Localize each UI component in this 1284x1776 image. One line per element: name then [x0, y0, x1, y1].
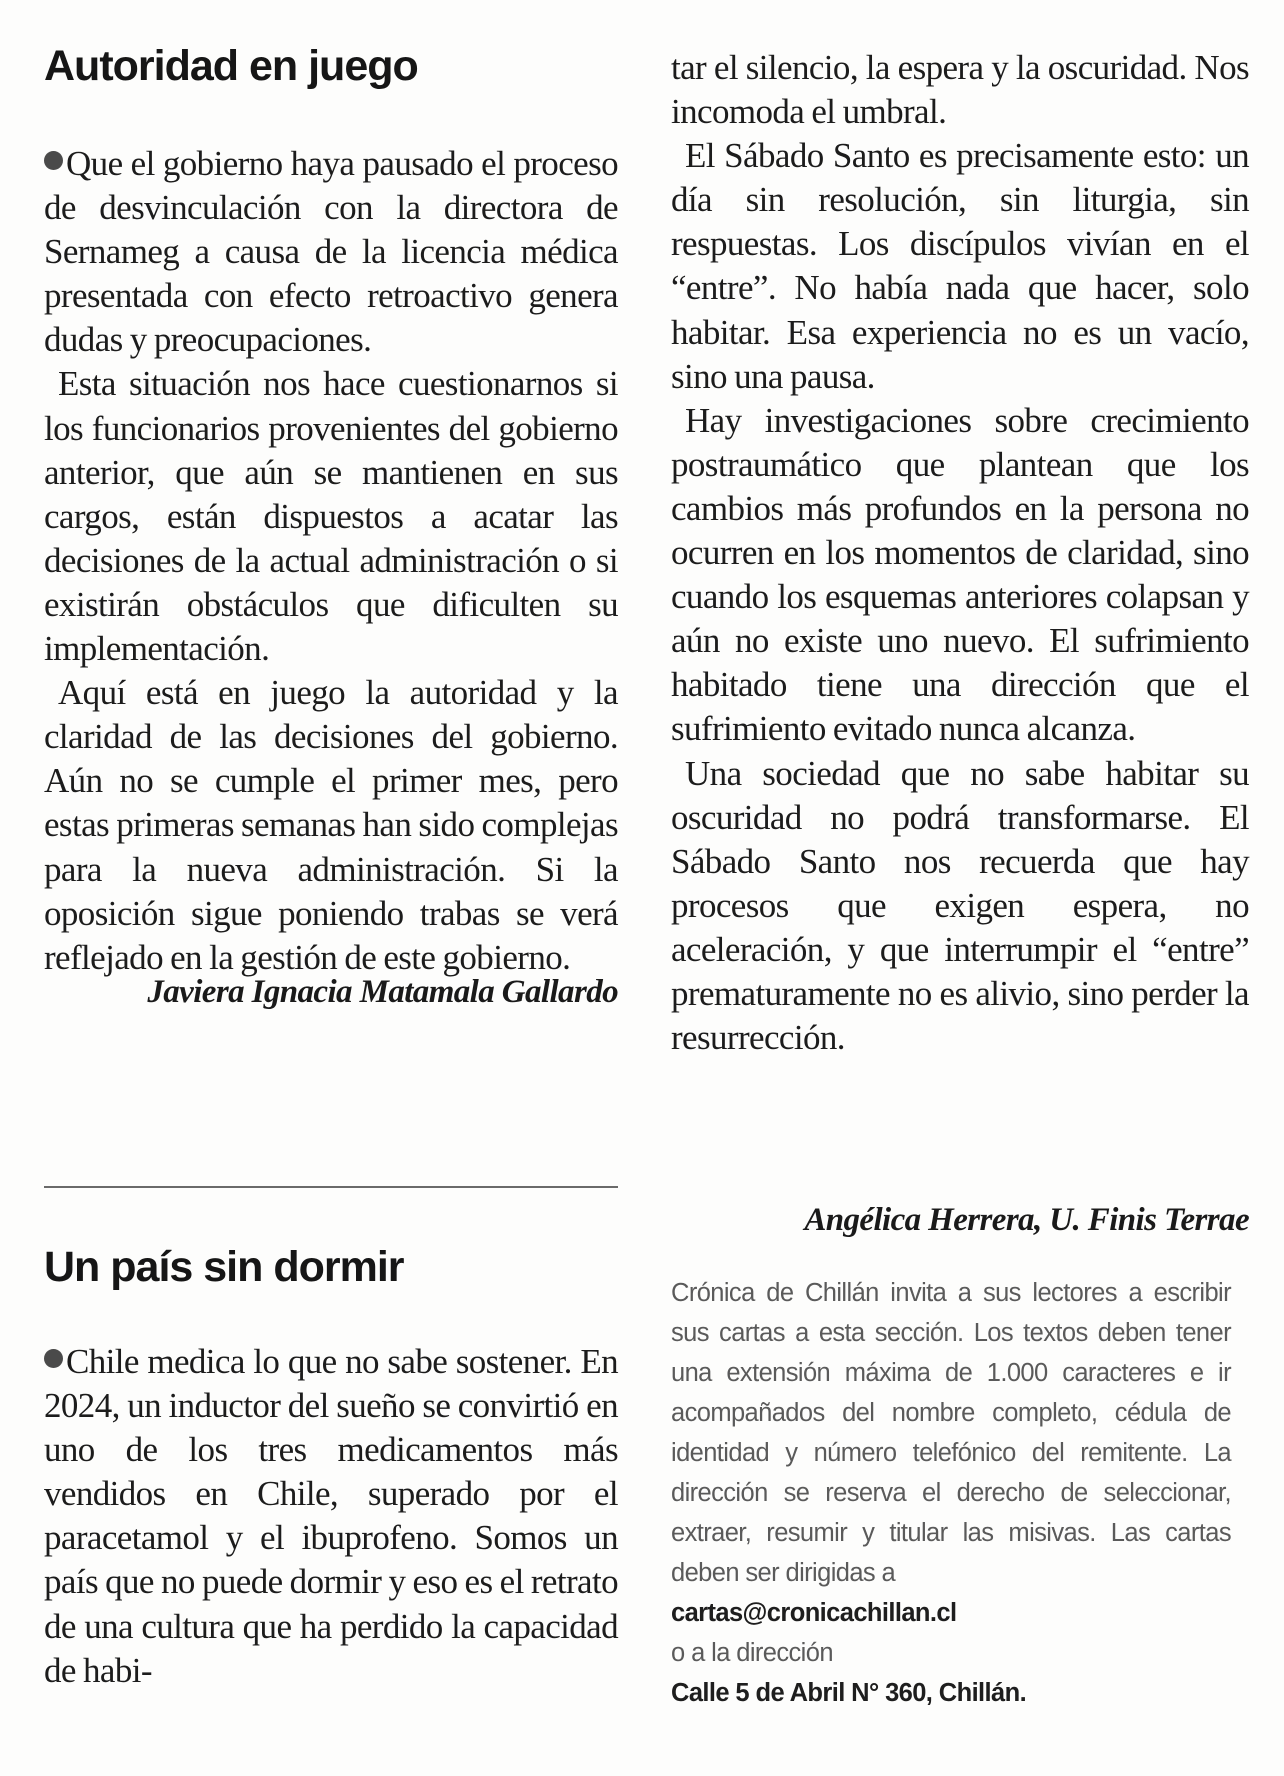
address-intro: o a la dirección: [671, 1639, 833, 1667]
postal-address: Calle 5 de Abril N° 360, Chillán.: [671, 1679, 1027, 1707]
letter2-title: Un país sin dormir: [44, 1243, 404, 1291]
letter2-paragraph: Hay investigaciones sobre crecimiento postraumático que plantean que los cambios más profundos en la persona no ocurren en los momentos de claridad, sino cuando los esquemas anteriores colapsan y aún no existe uno nuevo. El sufrimiento habitado tiene una dirección que el sufrimiento evitado nunca alcanza.: [671, 400, 1249, 749]
letter1-paragraph: Que el gobierno haya pausado el proceso de desvinculación con la directora de Sernameg a causa de la licencia médica presentada con efecto retroactivo genera dudas y preocupaciones.: [44, 144, 618, 360]
letter1-body: [44, 142, 618, 980]
letter1-author: Javiera Ignacia Matamala Gallardo: [147, 974, 618, 1010]
letter2-body-left: [44, 1340, 618, 1693]
bullet-icon: [44, 151, 63, 170]
contact-email[interactable]: cartas@cronicachillan.cl: [671, 1599, 957, 1627]
letter1-title: Autoridad en juego: [44, 42, 418, 90]
section-divider: [44, 1186, 618, 1188]
letter2-paragraph: tar el silencio, la espera y la oscuridad. Nos incomoda el umbral.: [671, 48, 1249, 132]
letter2-author: Angélica Herrera, U. Finis Terrae: [804, 1202, 1249, 1238]
letter2-paragraph: Chile medica lo que no sabe sostener. En 2024, un inductor del sueño se convirtió en uno de los tres medicamentos más vendidos en Chile, superado por el paracetamol y el ibuprofeno. Somos un país que no puede dormir y eso es el retrato de una cultura que ha perdido la capacidad de habi-: [44, 1342, 618, 1690]
letter2-paragraph: El Sábado Santo es precisamente esto: un día sin resolución, sin liturgia, sin respuestas. Los discípulos vivían en el “entre”. No había nada que hacer, solo habitar. Esa experiencia no es un vacío, sino una pausa.: [671, 136, 1249, 396]
letter2-body-right: [671, 46, 1249, 1060]
letter2-paragraph: Una sociedad que no sabe habitar su oscuridad no podrá transformarse. El Sábado Santo nos recuerda que hay procesos que exigen espera, no aceleración, y que interrumpir el “entre” prematuramente no es alivio, sino perder la resurrección.: [671, 753, 1249, 1058]
letter1-paragraph: Esta situación nos hace cuestionarnos si los funcionarios provenientes del gobierno anterior, que aún se mantienen en sus cargos, están dispuestos a acatar las decisiones de la actual administración o si existirán obstáculos que dificulten su implementación.: [44, 364, 618, 669]
bullet-icon: [44, 1349, 63, 1368]
submission-info-box: [671, 1273, 1231, 1713]
submission-instructions: Crónica de Chillán invita a sus lectores a escribir sus cartas a esta sección. Los textos deben tener una extensión máxima de 1.000 caracteres e ir acompañados del nombre completo, cédula de identidad y número telefónico del remitente. La dirección se reserva el derecho de seleccionar, extraer, resumir y titular las misivas. Las cartas deben ser dirigidas a: [671, 1279, 1231, 1587]
letter1-paragraph: Aquí está en juego la autoridad y la claridad de las decisiones del gobierno. Aún no se cumple el primer mes, pero estas primeras semanas han sido complejas para la nueva administración. Si la oposición sigue poniendo trabas se verá reflejado en la gestión de este gobierno.: [44, 673, 618, 977]
